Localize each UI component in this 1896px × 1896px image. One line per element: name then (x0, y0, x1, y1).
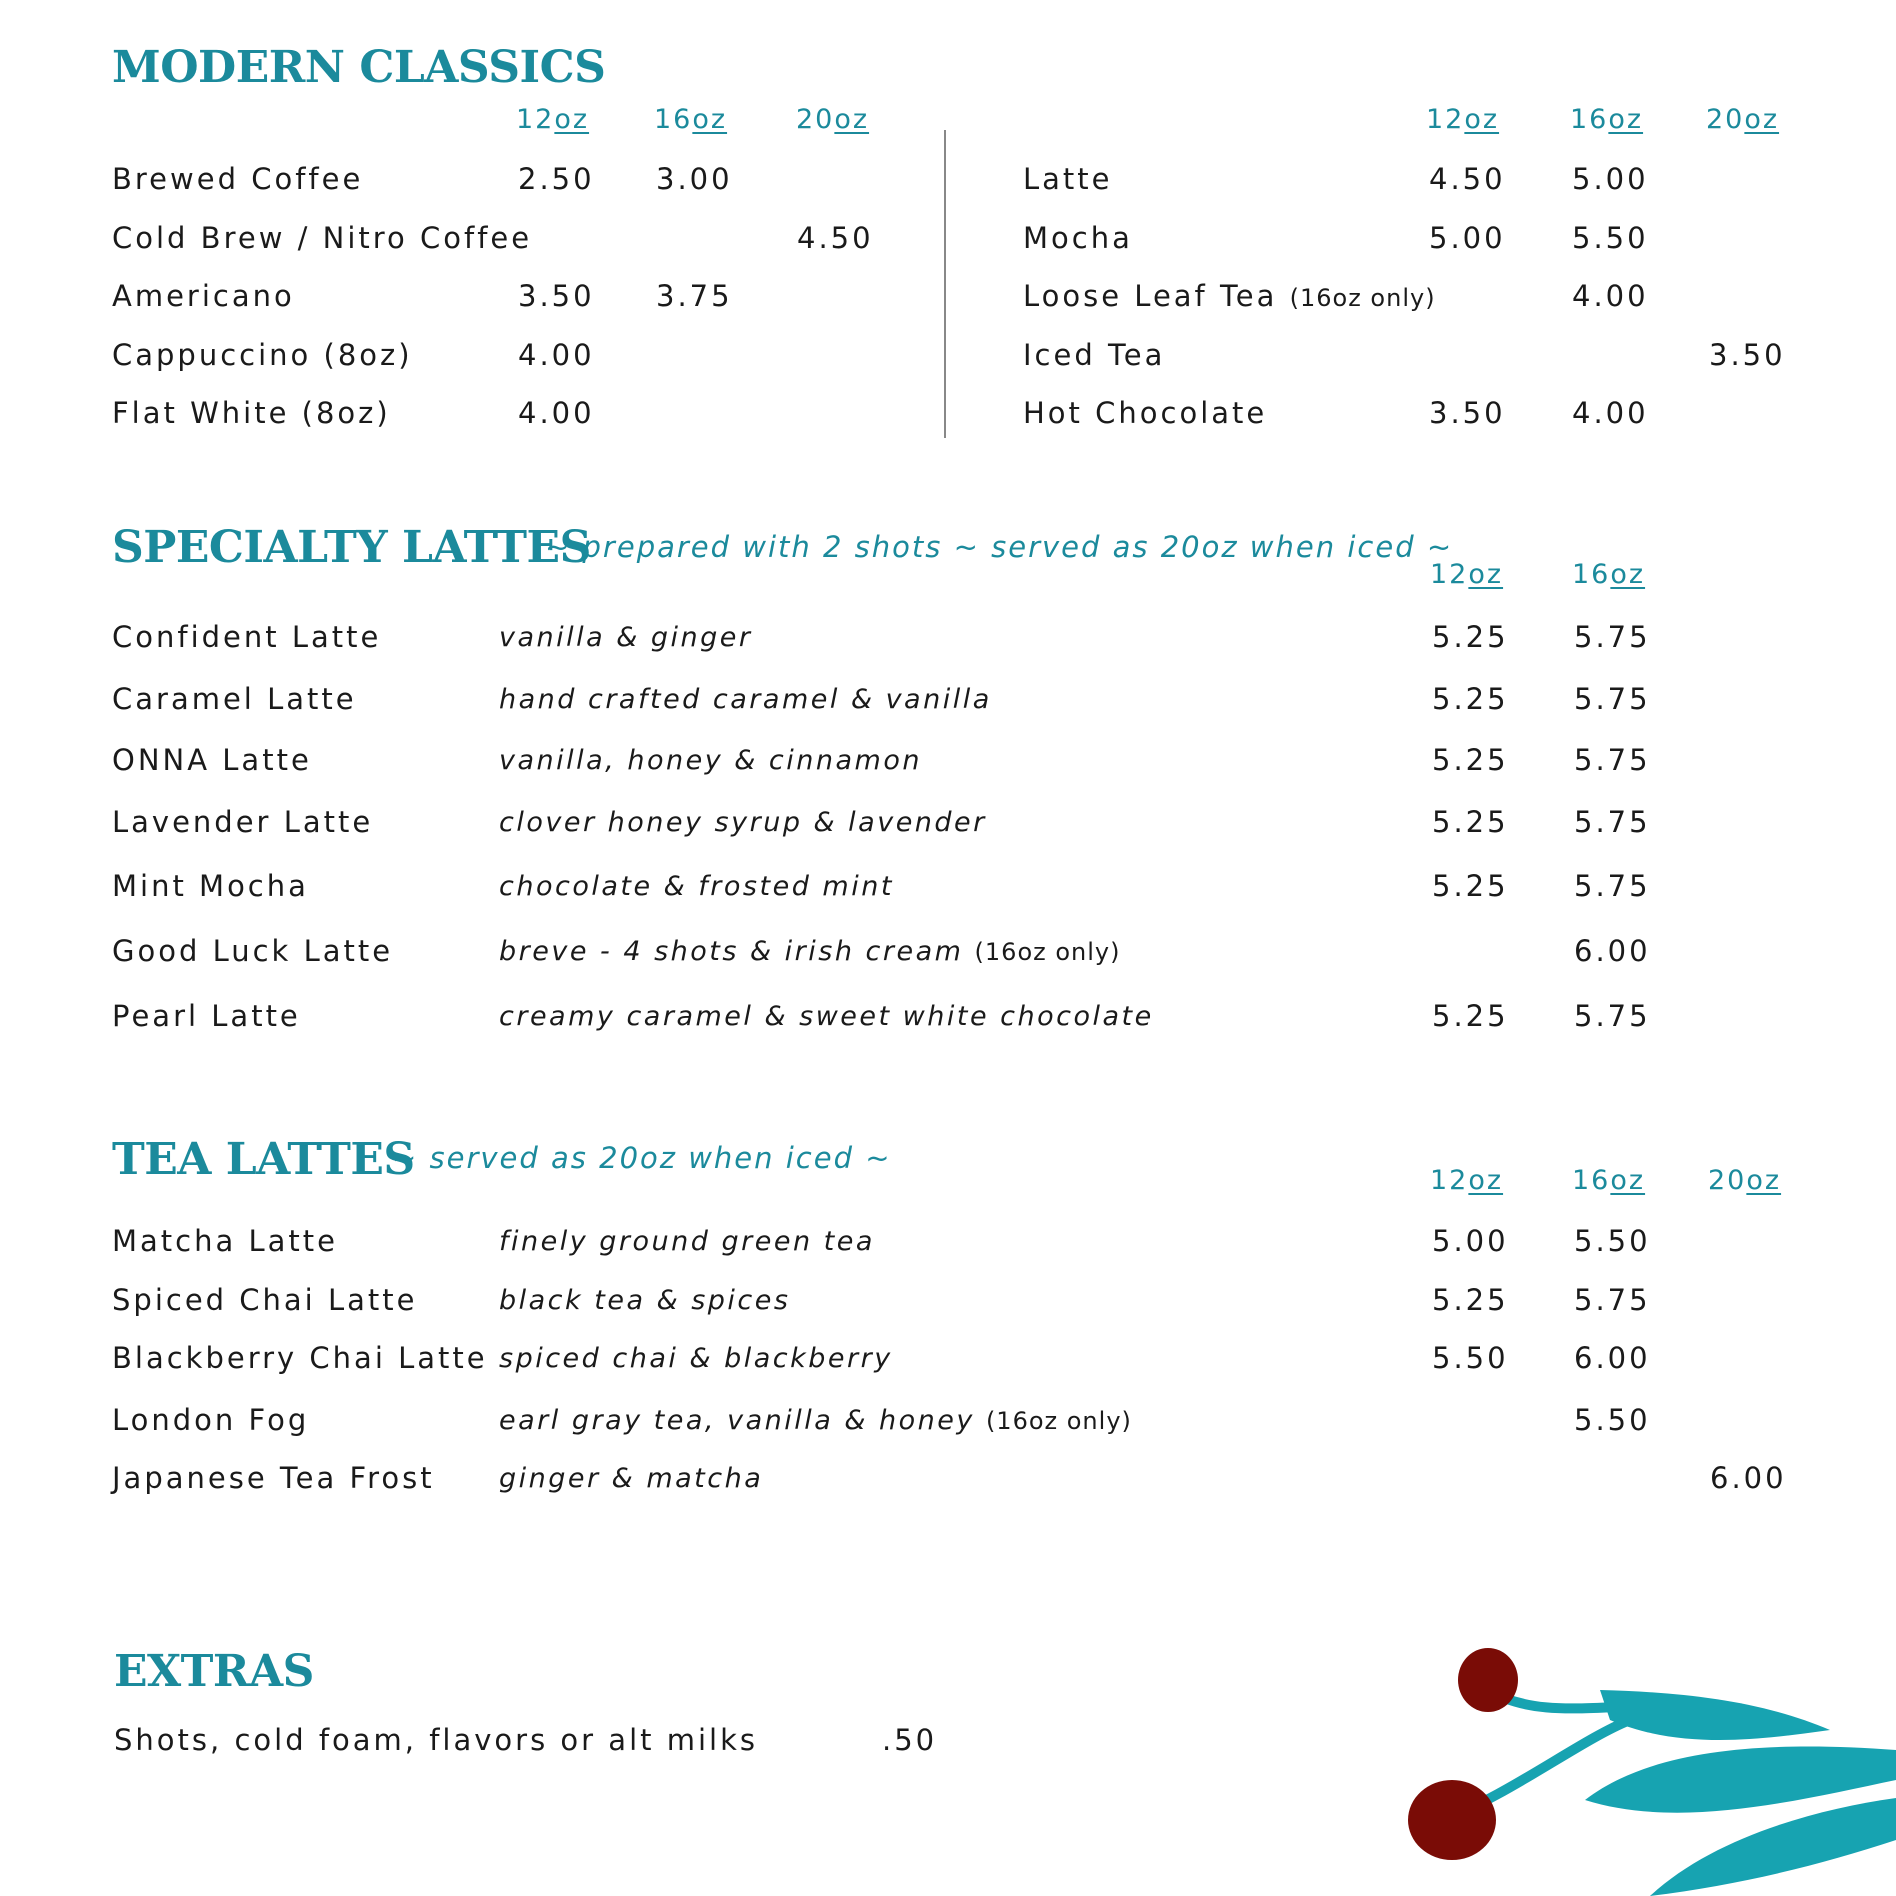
price-12oz: 5.00 (1432, 1224, 1509, 1258)
price-12oz: 3.50 (1429, 396, 1506, 430)
price-16oz: 5.75 (1574, 743, 1651, 777)
price-16oz: 6.00 (1574, 934, 1651, 968)
menu-item-name: Iced Tea (1023, 338, 1166, 372)
size-note: (16oz only) (985, 1407, 1132, 1435)
price-16oz: 5.00 (1572, 162, 1649, 196)
menu-item-name: Lavender Latte (112, 805, 374, 839)
menu-item-name: Cappuccino (8oz) (112, 338, 413, 372)
menu-item-name: Japanese Tea Frost (112, 1461, 435, 1495)
size-header-12oz: 12oz (1430, 559, 1504, 590)
price-16oz: 3.00 (656, 162, 733, 196)
price-16oz: 5.75 (1574, 805, 1651, 839)
menu-item-name: Caramel Latte (112, 682, 357, 716)
price-20oz: 6.00 (1710, 1461, 1787, 1495)
size-note: (16oz only) (974, 938, 1121, 966)
cherry-upper (1458, 1648, 1518, 1712)
menu-item-name: Blackberry Chai Latte (112, 1341, 488, 1375)
price-12oz: 5.25 (1432, 743, 1509, 777)
cherry-branch-icon (1380, 1630, 1896, 1896)
price-12oz: 4.50 (1429, 162, 1506, 196)
price-12oz: 5.25 (1432, 999, 1509, 1033)
column-divider (944, 130, 946, 438)
price-12oz: 4.00 (518, 338, 595, 372)
menu-item-name: Loose Leaf Tea (16oz only) (1023, 279, 1436, 313)
size-header-16oz: 16oz (654, 104, 728, 135)
price-12oz: 3.50 (518, 279, 595, 313)
menu-item-desc: creamy caramel & sweet white chocolate (499, 1001, 1154, 1032)
menu-item-name: Flat White (8oz) (112, 396, 391, 430)
extras-item-name: Shots, cold foam, flavors or alt milks (114, 1723, 758, 1757)
cherry-lower (1408, 1780, 1496, 1860)
menu-item-desc: finely ground green tea (499, 1226, 875, 1257)
leaf-middle (1585, 1747, 1896, 1813)
modern-classics-title: MODERN CLASSICS (112, 42, 606, 93)
price-12oz: 5.25 (1432, 620, 1509, 654)
price-16oz: 4.00 (1572, 396, 1649, 430)
size-header-12oz: 12oz (1430, 1165, 1504, 1196)
price-12oz: 5.50 (1432, 1341, 1509, 1375)
menu-item-name: Latte (1023, 162, 1113, 196)
price-16oz: 5.75 (1574, 682, 1651, 716)
specialty-lattes-title: SPECIALTY LATTES (112, 522, 591, 573)
price-12oz: 4.00 (518, 396, 595, 430)
menu-item-desc: ginger & matcha (499, 1463, 764, 1494)
size-note: (16oz only) (1289, 284, 1436, 312)
size-header-20oz: 20oz (1706, 104, 1780, 135)
price-16oz: 5.50 (1574, 1403, 1651, 1437)
menu-item-name: Americano (112, 279, 295, 313)
price-12oz: 5.25 (1432, 805, 1509, 839)
menu-item-name: Brewed Coffee (112, 162, 364, 196)
leaf-upper (1600, 1690, 1830, 1740)
size-header-16oz: 16oz (1572, 559, 1646, 590)
menu-item-name: London Fog (112, 1403, 310, 1437)
menu-item-name: Hot Chocolate (1023, 396, 1268, 430)
size-header-20oz: 20oz (1708, 1165, 1782, 1196)
menu-item-name: Mocha (1023, 221, 1133, 255)
menu-item-desc: clover honey syrup & lavender (499, 807, 987, 838)
price-20oz: 4.50 (797, 221, 874, 255)
menu-item-name: Mint Mocha (112, 869, 309, 903)
menu-item-name: ONNA Latte (112, 743, 312, 777)
menu-item-desc: breve - 4 shots & irish cream (16oz only) (499, 936, 1121, 967)
price-16oz: 5.75 (1574, 620, 1651, 654)
menu-item-desc: black tea & spices (499, 1285, 791, 1316)
price-20oz: 3.50 (1709, 338, 1786, 372)
price-12oz: 5.00 (1429, 221, 1506, 255)
menu-item-name: Spiced Chai Latte (112, 1283, 418, 1317)
price-16oz: 3.75 (656, 279, 733, 313)
tea-lattes-title: TEA LATTES (112, 1134, 415, 1185)
menu-item-name: Confident Latte (112, 620, 382, 654)
price-16oz: 5.50 (1572, 221, 1649, 255)
price-12oz: 5.25 (1432, 1283, 1509, 1317)
price-12oz: 5.25 (1432, 869, 1509, 903)
extras-title: EXTRAS (114, 1646, 314, 1697)
menu-item-desc: earl gray tea, vanilla & honey (16oz only) (499, 1405, 1132, 1436)
menu-item-desc: hand crafted caramel & vanilla (499, 684, 992, 715)
size-header-20oz: 20oz (796, 104, 870, 135)
size-header-16oz: 16oz (1572, 1165, 1646, 1196)
price-16oz: 5.75 (1574, 869, 1651, 903)
price-16oz: 5.75 (1574, 999, 1651, 1033)
extras-item-price: .50 (882, 1723, 938, 1757)
menu-item-name: Pearl Latte (112, 999, 301, 1033)
price-16oz: 5.50 (1574, 1224, 1651, 1258)
menu-item-desc: vanilla, honey & cinnamon (499, 745, 922, 776)
price-16oz: 4.00 (1572, 279, 1649, 313)
size-header-12oz: 12oz (516, 104, 590, 135)
menu-item-desc: chocolate & frosted mint (499, 871, 894, 902)
menu-item-name: Matcha Latte (112, 1224, 338, 1258)
price-16oz: 5.75 (1574, 1283, 1651, 1317)
specialty-lattes-tagline: ~ prepared with 2 shots ~ served as 20oz when iced ~ (545, 530, 1454, 564)
size-header-12oz: 12oz (1426, 104, 1500, 135)
menu-item-desc: vanilla & ginger (499, 622, 753, 653)
size-header-16oz: 16oz (1570, 104, 1644, 135)
tea-lattes-tagline: ~ served as 20oz when iced ~ (392, 1141, 892, 1175)
price-12oz: 5.25 (1432, 682, 1509, 716)
price-16oz: 6.00 (1574, 1341, 1651, 1375)
menu-item-name: Good Luck Latte (112, 934, 394, 968)
leaf-lower (1650, 1798, 1896, 1896)
price-12oz: 2.50 (518, 162, 595, 196)
menu-item-desc: spiced chai & blackberry (499, 1343, 893, 1374)
menu-item-name: Cold Brew / Nitro Coffee (112, 221, 533, 255)
